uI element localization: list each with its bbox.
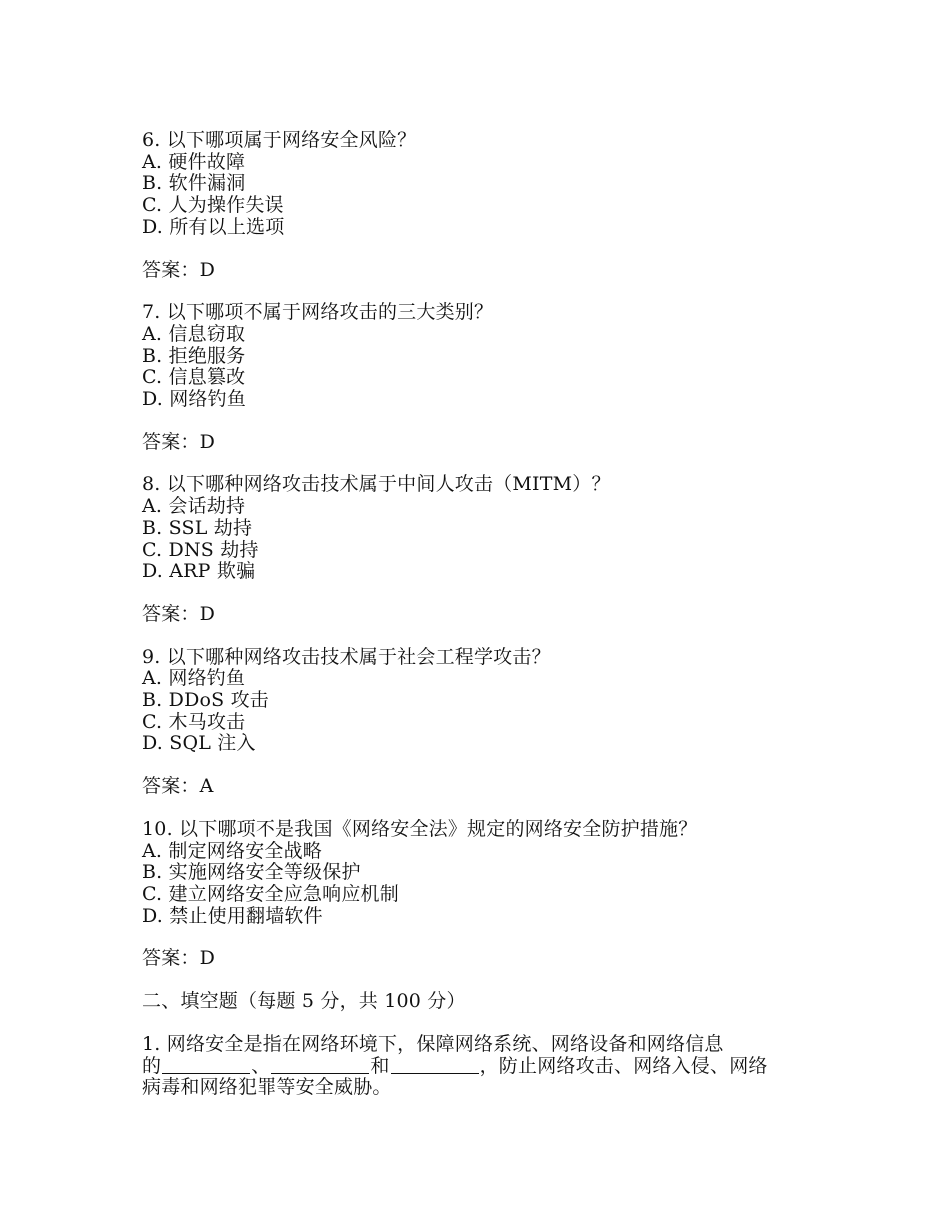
- answer-8: 答案：D: [142, 602, 216, 625]
- option-c: C. 木马攻击: [142, 710, 246, 733]
- blank-1: [162, 1056, 250, 1074]
- option-b: B. SSL 劫持: [142, 516, 253, 539]
- question-9: [142, 647, 822, 756]
- answer-9: 答案：A: [142, 775, 214, 798]
- fill-line-1: 1. 网络安全是指在网络环境下，保障网络系统、网络设备和网络信息: [142, 1032, 724, 1055]
- option-b: B. DDoS 攻击: [142, 689, 270, 712]
- fill-suffix: ，防止网络攻击、网络入侵、网络: [479, 1054, 768, 1077]
- question-6: [142, 130, 822, 239]
- option-b: B. 拒绝服务: [142, 344, 246, 367]
- question-title: 6. 以下哪项属于网络安全风险？: [142, 129, 417, 151]
- fill-sep-1: 、: [251, 1054, 271, 1077]
- blank-2: [271, 1056, 369, 1074]
- blank-3: [391, 1056, 479, 1074]
- option-a: A. 信息窃取: [142, 322, 246, 345]
- fill-line-2: [142, 1056, 822, 1078]
- option-d: D. 网络钓鱼: [142, 388, 247, 411]
- question-title: 10. 以下哪项不是我国《网络安全法》规定的网络安全防护措施？: [142, 817, 698, 840]
- option-b: B. 实施网络安全等级保护: [142, 861, 361, 884]
- question-title: 9. 以下哪种网络攻击技术属于社会工程学攻击？: [142, 645, 551, 668]
- option-c: C. 人为操作失误: [142, 194, 284, 217]
- question-7: [142, 302, 822, 411]
- option-d: D. 所有以上选项: [142, 215, 285, 238]
- option-d: D. 禁止使用翻墙软件: [142, 904, 323, 927]
- fill-sep-2: 和: [370, 1054, 390, 1077]
- option-b: B. 软件漏洞: [142, 172, 246, 195]
- option-a: A. 会话劫持: [142, 495, 246, 518]
- fill-line-3: 病毒和网络犯罪等安全威胁。: [142, 1076, 392, 1099]
- answer-10: 答案：D: [142, 947, 216, 970]
- fill-question-1: [142, 1034, 822, 1099]
- option-a: A. 硬件故障: [142, 150, 246, 173]
- fill-prefix: 的: [142, 1054, 162, 1077]
- question-title: 7. 以下哪项不属于网络攻击的三大类别？: [142, 301, 494, 324]
- exam-page: [142, 130, 822, 1099]
- option-d: D. ARP 欺骗: [142, 560, 256, 583]
- option-c: C. 信息篡改: [142, 366, 246, 389]
- option-a: A. 制定网络安全战略: [142, 839, 323, 862]
- question-title: 8. 以下哪种网络攻击技术属于中间人攻击（MITM）？: [142, 473, 611, 496]
- answer-7: 答案：D: [142, 430, 216, 453]
- answer-6: 答案：D: [142, 258, 216, 281]
- question-8: [142, 474, 822, 583]
- section-title: 二、填空题（每题 5 分，共 100 分）: [142, 990, 466, 1013]
- option-c: C. DNS 劫持: [142, 538, 259, 561]
- option-d: D. SQL 注入: [142, 732, 256, 755]
- option-a: A. 网络钓鱼: [142, 667, 246, 690]
- question-10: [142, 819, 822, 928]
- option-c: C. 建立网络安全应急响应机制: [142, 882, 399, 905]
